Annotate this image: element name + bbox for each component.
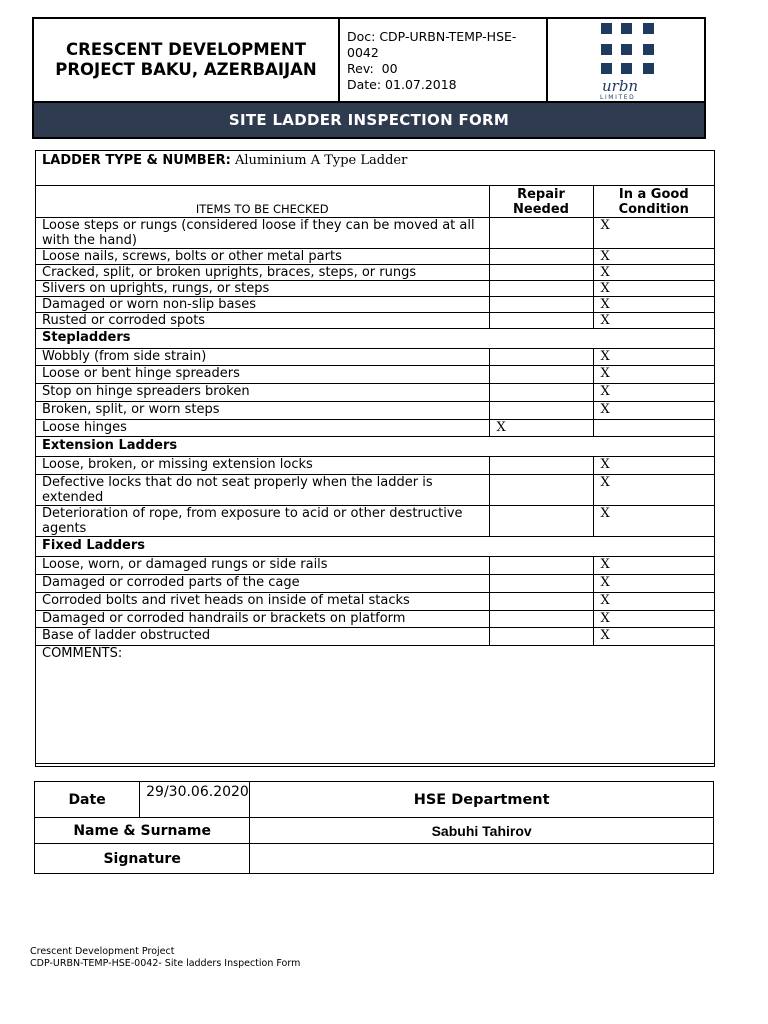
table-row bbox=[36, 506, 714, 537]
repair-needed-cell[interactable]: X bbox=[489, 419, 593, 437]
inspection-table bbox=[35, 150, 715, 767]
check-item-text: Corroded bolts and rivet heads on inside of metal stacks bbox=[36, 592, 489, 610]
good-condition-cell[interactable]: X bbox=[593, 628, 714, 646]
repair-needed-cell[interactable] bbox=[489, 610, 593, 628]
doc-date: Date: 01.07.2018 bbox=[347, 77, 457, 92]
check-item-text: Deterioration of rope, from exposure to acid or other destructive agents bbox=[36, 506, 489, 537]
good-condition-cell[interactable]: X bbox=[593, 296, 714, 312]
check-item-text: Base of ladder obstructed bbox=[36, 628, 489, 646]
table-row bbox=[36, 628, 714, 646]
comments-row bbox=[36, 646, 714, 764]
project-title bbox=[34, 19, 340, 101]
comments-field[interactable]: COMMENTS: bbox=[36, 646, 714, 764]
check-item-text: Slivers on uprights, rungs, or steps bbox=[36, 280, 489, 296]
good-condition-cell[interactable]: X bbox=[593, 264, 714, 280]
repair-needed-cell[interactable] bbox=[489, 384, 593, 402]
good-condition-cell[interactable]: X bbox=[593, 506, 714, 537]
check-item-text: Defective locks that do not seat properly when the ladder is extended bbox=[36, 475, 489, 506]
good-condition-cell[interactable]: X bbox=[593, 610, 714, 628]
table-row bbox=[36, 366, 714, 384]
logo-squares bbox=[601, 23, 654, 74]
repair-needed-cell[interactable] bbox=[489, 264, 593, 280]
good-condition-cell[interactable]: X bbox=[593, 312, 714, 328]
repair-needed-cell[interactable] bbox=[489, 401, 593, 419]
form-title-banner bbox=[32, 103, 706, 139]
logo-wordmark: urbn bbox=[602, 77, 639, 95]
column-header-row bbox=[36, 185, 714, 217]
ladder-type-label: LADDER TYPE & NUMBER: bbox=[42, 153, 231, 168]
repair-needed-cell[interactable] bbox=[489, 628, 593, 646]
repair-needed-cell[interactable] bbox=[489, 575, 593, 593]
table-row bbox=[36, 280, 714, 296]
signoff-date-row bbox=[35, 782, 714, 818]
footer-form-id: CDP-URBN-TEMP-HSE-0042- Site ladders Inspection Form bbox=[30, 958, 301, 969]
table-row bbox=[36, 264, 714, 280]
table-row bbox=[36, 592, 714, 610]
page-footer bbox=[30, 946, 300, 970]
section-header-row bbox=[36, 328, 714, 348]
table-row bbox=[36, 610, 714, 628]
project-title-line2: PROJECT BAKU, AZERBAIJAN bbox=[55, 60, 317, 79]
check-item-text: Cracked, split, or broken uprights, braces, steps, or rungs bbox=[36, 264, 489, 280]
check-item-text: Loose steps or rungs (considered loose if they can be moved at all with the hand) bbox=[36, 217, 489, 248]
name-value: Sabuhi Tahirov bbox=[250, 818, 714, 844]
good-condition-cell[interactable]: X bbox=[593, 366, 714, 384]
good-condition-cell[interactable]: X bbox=[593, 592, 714, 610]
table-row bbox=[36, 419, 714, 437]
good-condition-cell[interactable]: X bbox=[593, 348, 714, 366]
form-title: SITE LADDER INSPECTION FORM bbox=[228, 111, 510, 129]
table-row bbox=[36, 457, 714, 475]
table-row bbox=[36, 248, 714, 264]
table-row bbox=[36, 401, 714, 419]
check-item-text: Loose, worn, or damaged rungs or side rails bbox=[36, 557, 489, 575]
check-item-text: Damaged or corroded parts of the cage bbox=[36, 575, 489, 593]
repair-column-header: Repair Needed bbox=[489, 185, 593, 217]
check-item-text: Loose nails, screws, bolts or other metal parts bbox=[36, 248, 489, 264]
document-info bbox=[340, 19, 548, 101]
check-item-text: Loose or bent hinge spreaders bbox=[36, 366, 489, 384]
date-value: 29/30.06.2020 bbox=[140, 782, 250, 818]
table-row bbox=[36, 384, 714, 402]
signoff-table bbox=[34, 781, 714, 874]
repair-needed-cell[interactable] bbox=[489, 248, 593, 264]
good-condition-cell[interactable]: X bbox=[593, 575, 714, 593]
check-item-text: Loose, broken, or missing extension locks bbox=[36, 457, 489, 475]
good-condition-cell[interactable]: X bbox=[593, 475, 714, 506]
good-condition-cell[interactable]: X bbox=[593, 248, 714, 264]
section-title: Stepladders bbox=[36, 328, 714, 348]
section-header-row bbox=[36, 537, 714, 557]
check-item-text: Damaged or worn non-slip bases bbox=[36, 296, 489, 312]
repair-needed-cell[interactable] bbox=[489, 592, 593, 610]
doc-number: Doc: CDP-URBN-TEMP-HSE-0042 bbox=[347, 29, 517, 60]
table-row bbox=[36, 475, 714, 506]
repair-needed-cell[interactable] bbox=[489, 348, 593, 366]
check-item-text: Damaged or corroded handrails or brackets on platform bbox=[36, 610, 489, 628]
revision: Rev: 00 bbox=[347, 61, 398, 76]
good-condition-cell[interactable]: X bbox=[593, 457, 714, 475]
check-item-text: Broken, split, or worn steps bbox=[36, 401, 489, 419]
table-row bbox=[36, 348, 714, 366]
ladder-type-value: Aluminium A Type Ladder bbox=[234, 153, 408, 168]
date-label: Date bbox=[35, 782, 140, 818]
repair-needed-cell[interactable] bbox=[489, 366, 593, 384]
good-condition-cell[interactable]: X bbox=[593, 557, 714, 575]
logo-subtext: LIMITED bbox=[600, 94, 636, 101]
check-item-text: Stop on hinge spreaders broken bbox=[36, 384, 489, 402]
section-title: Fixed Ladders bbox=[36, 537, 714, 557]
project-title-line1: CRESCENT DEVELOPMENT bbox=[66, 40, 306, 59]
repair-needed-cell[interactable] bbox=[489, 217, 593, 248]
ladder-type-row bbox=[36, 151, 714, 185]
section-header-row bbox=[36, 437, 714, 457]
repair-needed-cell[interactable] bbox=[489, 457, 593, 475]
section-title: Extension Ladders bbox=[36, 437, 714, 457]
repair-needed-cell[interactable] bbox=[489, 506, 593, 537]
footer-project: Crescent Development Project bbox=[30, 946, 175, 957]
repair-needed-cell[interactable] bbox=[489, 312, 593, 328]
check-item-text: Rusted or corroded spots bbox=[36, 312, 489, 328]
table-row bbox=[36, 557, 714, 575]
good-condition-cell[interactable]: X bbox=[593, 384, 714, 402]
repair-needed-cell[interactable] bbox=[489, 280, 593, 296]
name-label: Name & Surname bbox=[35, 818, 250, 844]
signature-label: Signature bbox=[35, 844, 250, 874]
signoff-signature-row bbox=[35, 844, 714, 874]
table-row bbox=[36, 296, 714, 312]
table-row bbox=[36, 312, 714, 328]
check-item-text: Loose hinges bbox=[36, 419, 489, 437]
ladder-type-cell bbox=[36, 151, 714, 185]
items-column-header: ITEMS TO BE CHECKED bbox=[36, 185, 489, 217]
good-column-header: In a Good Condition bbox=[593, 185, 714, 217]
repair-needed-cell[interactable] bbox=[489, 557, 593, 575]
urbn-logo-icon bbox=[548, 19, 708, 101]
check-item-text: Wobbly (from side strain) bbox=[36, 348, 489, 366]
signature-field[interactable] bbox=[250, 844, 714, 874]
department-name: HSE Department bbox=[250, 782, 714, 818]
good-condition-cell[interactable] bbox=[593, 419, 714, 437]
company-logo bbox=[548, 19, 704, 101]
repair-needed-cell[interactable] bbox=[489, 296, 593, 312]
table-row bbox=[36, 217, 714, 248]
good-condition-cell[interactable]: X bbox=[593, 401, 714, 419]
repair-needed-cell[interactable] bbox=[489, 475, 593, 506]
good-condition-cell[interactable]: X bbox=[593, 280, 714, 296]
document-header bbox=[32, 17, 706, 103]
signoff-name-row bbox=[35, 818, 714, 844]
table-row bbox=[36, 575, 714, 593]
good-condition-cell[interactable]: X bbox=[593, 217, 714, 248]
